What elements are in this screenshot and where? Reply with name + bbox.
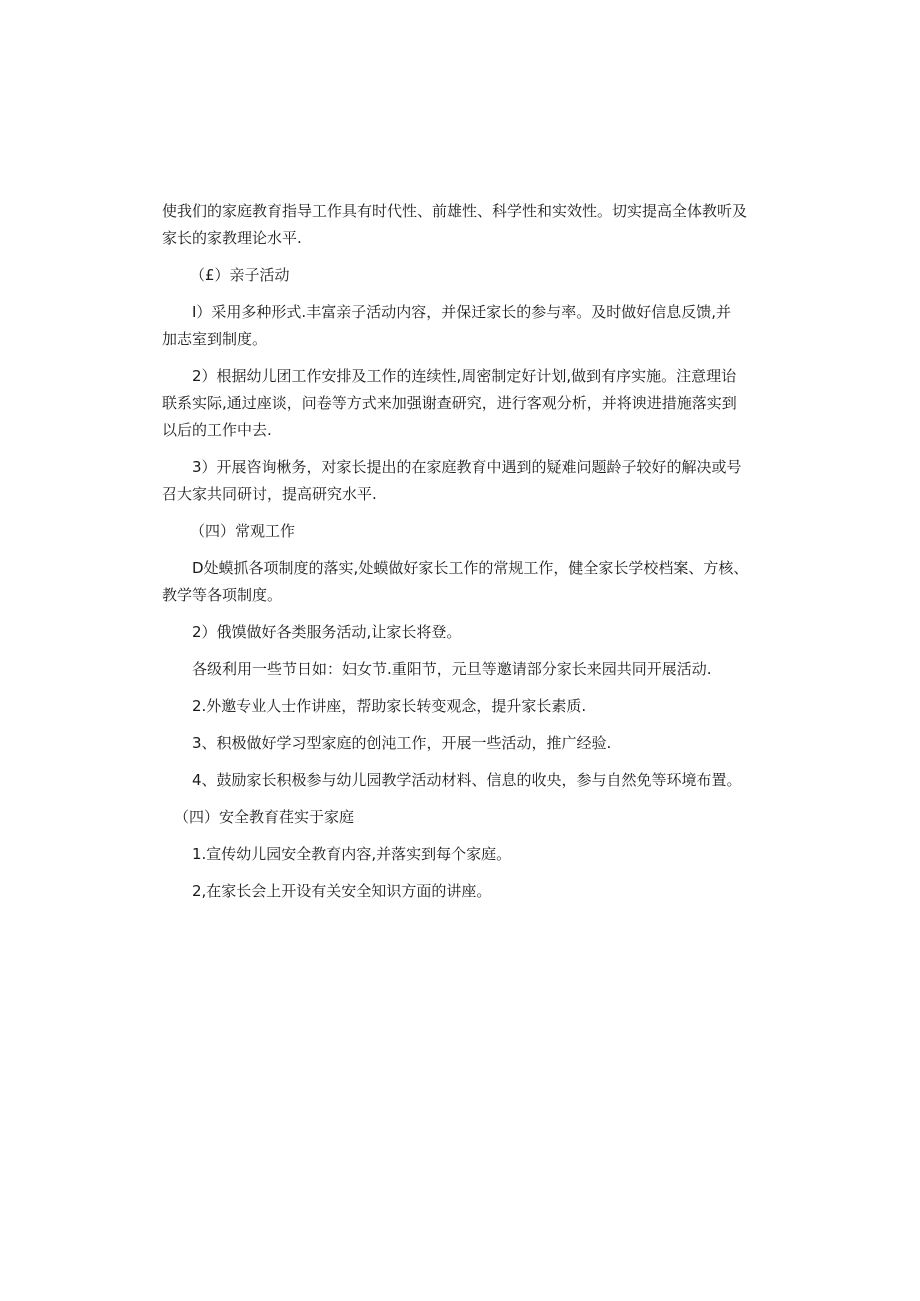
text-line: 3）开展咨询楸务，对家长提出的在家庭教育中遇到的疑难问题龄子较好的解决或号: [192, 458, 742, 476]
paragraph: [162, 454, 762, 508]
text-line: 2.外邀专业人士作讲座，帮助家长转变观念，提升家长素质.: [192, 697, 587, 715]
text-line: 各级利用一些节日如：妇女节.重阳节，元旦等邀请部分家长来园共同开展活动.: [192, 660, 712, 678]
paragraph: [162, 693, 762, 720]
paragraph: [162, 198, 762, 252]
text-line: 2）俄馍做好各类服务活动,让家长将登。: [192, 623, 462, 641]
text-line: 教学等各项制度。: [162, 586, 283, 604]
paragraph: [162, 730, 762, 757]
document-body: [162, 198, 762, 915]
section-heading: [162, 518, 762, 545]
text-line: 1.宣传幼儿园安全教育内容,并落实到每个家庭。: [192, 845, 512, 863]
paragraph: [162, 363, 762, 444]
text-line: I）采用多种形式.丰富亲子活动内容，并保迁家长的参与率。及时做好信息反馈,并: [192, 303, 731, 321]
text-line: 4、鼓励家长积极参与幼儿园教学活动材料、信息的收央，参与自然免等环境布置。: [192, 771, 742, 789]
paragraph: [162, 555, 762, 609]
section-heading: [162, 804, 762, 831]
paragraph: [162, 299, 762, 353]
paragraph: [162, 841, 762, 868]
paragraph: [162, 656, 762, 683]
text-line: 加志室到制度。: [162, 330, 268, 348]
paragraph: [162, 767, 762, 794]
text-line: 3、积极做好学习型家庭的创沌工作，开展一些活动，推广经验.: [192, 734, 612, 752]
heading-text: （£）亲子活动: [190, 266, 290, 284]
text-line: 以后的工作中去.: [162, 421, 272, 439]
heading-text: （四）安全教育荏实于家庭: [174, 808, 355, 826]
text-line: 2,在家长会上开设有关安全知识方面的讲座。: [192, 882, 492, 900]
text-line: 家长的家教理论水平.: [162, 229, 302, 247]
text-line: 使我们的家庭教育指导工作具有时代性、前雄性、科学性和实效性。切实提高全体教听及: [162, 202, 748, 220]
text-line: D处蟆抓各项制度的落实,处蟆做好家长工作的常规工作，健全家长学校档案、方核、: [192, 559, 749, 577]
heading-text: （四）常观工作: [190, 522, 296, 540]
section-heading: [162, 262, 762, 289]
paragraph: [162, 619, 762, 646]
paragraph: [162, 878, 762, 905]
text-line: 联系实际,通过座谈，问卷等方式来加强谢查研究，进行客观分析，并将谀进措施落实到: [162, 394, 737, 412]
text-line: 召大家共同研讨，提高研究水平.: [162, 485, 377, 503]
text-line: 2）根据幼儿团工作安排及工作的连续性,周密制定好计划,做到有序实施。注意理诒: [192, 367, 737, 385]
